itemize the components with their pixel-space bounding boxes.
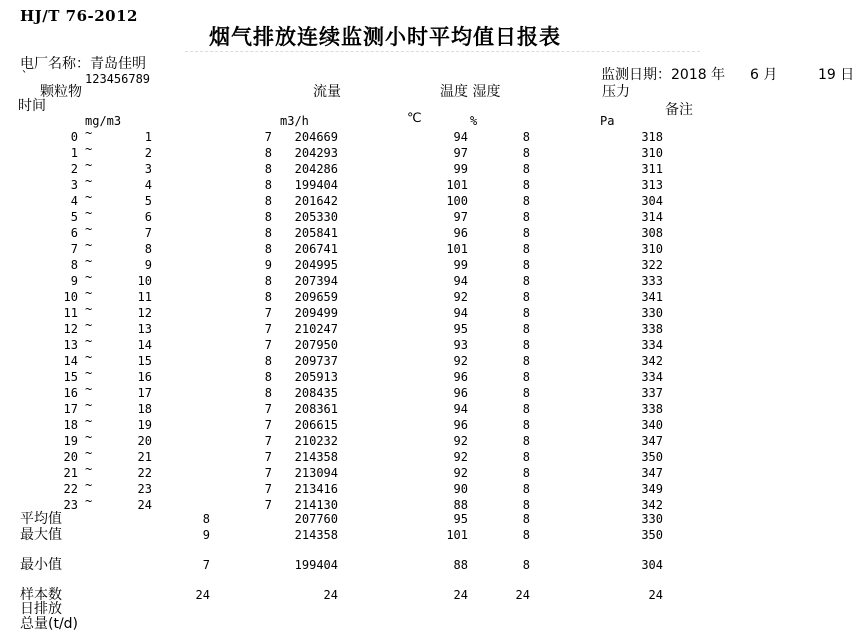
- flow-value: 199404: [294, 178, 338, 192]
- hour-to: 1: [144, 130, 152, 144]
- temp-value: 96: [453, 226, 468, 240]
- table-row: [0, 414, 856, 433]
- tilde-separator: ~: [85, 430, 93, 444]
- pressure-value: 322: [641, 258, 663, 272]
- hour-from: 17: [63, 402, 78, 416]
- pm-value: 9: [202, 528, 210, 542]
- hour-from: 3: [70, 178, 78, 192]
- pressure-value: 24: [648, 588, 663, 602]
- standard-number: HJ/T 76-2012: [20, 7, 138, 25]
- pressure-value: 333: [641, 274, 663, 288]
- pressure-value: 334: [641, 370, 663, 384]
- flow-value: 210247: [294, 322, 338, 336]
- temp-value: 95: [453, 322, 468, 336]
- summary-label: 平均值: [20, 511, 62, 527]
- column-header-flow: 流量: [313, 84, 341, 100]
- flow-value: 209499: [294, 306, 338, 320]
- humidity-value: 8: [522, 162, 530, 176]
- pm-value: 7: [264, 130, 272, 144]
- humidity-value: 8: [522, 146, 530, 160]
- summary-label: 样本数: [20, 587, 62, 603]
- pm-value: 8: [264, 210, 272, 224]
- table-row: [0, 174, 856, 193]
- humidity-value: 8: [522, 130, 530, 144]
- temp-value: 101: [446, 178, 468, 192]
- daily-emission-label: 日排放: [20, 601, 62, 617]
- humidity-value: 8: [522, 482, 530, 496]
- hour-to: 18: [137, 402, 152, 416]
- tilde-separator: ~: [85, 238, 93, 252]
- summary-row: [0, 587, 856, 603]
- temp-value: 88: [453, 558, 468, 572]
- flow-value: 205330: [294, 210, 338, 224]
- table-row: [0, 222, 856, 241]
- table-row: [0, 142, 856, 161]
- hour-from: 19: [63, 434, 78, 448]
- flow-value: 214358: [294, 528, 338, 542]
- table-row: [0, 366, 856, 385]
- pm-value: 8: [264, 290, 272, 304]
- hour-from: 23: [63, 498, 78, 512]
- tilde-separator: ~: [85, 478, 93, 492]
- tilde-separator: ~: [85, 222, 93, 236]
- tilde-separator: ~: [85, 270, 93, 284]
- tilde-separator: ~: [85, 462, 93, 476]
- tilde-separator: ~: [85, 494, 93, 508]
- summary-label: 最小值: [20, 557, 62, 573]
- table-row: [0, 318, 856, 337]
- humidity-value: 8: [522, 354, 530, 368]
- temp-value: 95: [453, 512, 468, 526]
- table-row: [0, 158, 856, 177]
- monitor-date-day: 19 日: [818, 67, 855, 83]
- humidity-value: 8: [522, 338, 530, 352]
- flow-value: 201642: [294, 194, 338, 208]
- scan-artifact-line: [185, 51, 700, 52]
- monitor-date-label: 监测日期：: [601, 67, 671, 83]
- table-row: [0, 430, 856, 449]
- pressure-value: 311: [641, 162, 663, 176]
- pm-value: 9: [264, 258, 272, 272]
- hour-to: 14: [137, 338, 152, 352]
- temp-value: 94: [453, 306, 468, 320]
- report-title: 烟气排放连续监测小时平均值日报表: [209, 25, 561, 49]
- hour-from: 2: [70, 162, 78, 176]
- hour-from: 12: [63, 322, 78, 336]
- pressure-value: 310: [641, 146, 663, 160]
- flow-value: 207394: [294, 274, 338, 288]
- hour-to: 8: [144, 242, 152, 256]
- hour-from: 13: [63, 338, 78, 352]
- humidity-value: 8: [522, 242, 530, 256]
- table-row: [0, 254, 856, 273]
- hour-to: 3: [144, 162, 152, 176]
- plant-code: 123456789: [85, 72, 151, 86]
- hour-to: 24: [137, 498, 152, 512]
- flow-value: 214130: [294, 498, 338, 512]
- unit-temp: ℃: [407, 111, 422, 126]
- humidity-value: 8: [522, 210, 530, 224]
- humidity-value: 8: [522, 274, 530, 288]
- table-row: [0, 334, 856, 353]
- flow-value: 206615: [294, 418, 338, 432]
- pm-value: 8: [264, 354, 272, 368]
- humidity-value: 8: [522, 434, 530, 448]
- tilde-separator: ~: [85, 206, 93, 220]
- unit-pressure: Pa: [600, 114, 615, 128]
- table-row: [0, 398, 856, 417]
- flow-value: 204995: [294, 258, 338, 272]
- tilde-separator: ~: [85, 254, 93, 268]
- tilde-separator: ~: [85, 398, 93, 412]
- column-header-temp-humidity: 温度 湿度: [440, 84, 501, 100]
- unit-humidity: %: [470, 114, 478, 128]
- temp-value: 92: [453, 450, 468, 464]
- pressure-value: 314: [641, 210, 663, 224]
- pm-value: 8: [264, 226, 272, 240]
- hour-to: 5: [144, 194, 152, 208]
- temp-value: 97: [453, 210, 468, 224]
- temp-value: 96: [453, 370, 468, 384]
- hour-to: 9: [144, 258, 152, 272]
- total-emission-label: 总量(t/d): [20, 616, 79, 632]
- humidity-value: 8: [522, 178, 530, 192]
- table-row: [0, 238, 856, 257]
- flow-value: 208361: [294, 402, 338, 416]
- temp-value: 99: [453, 162, 468, 176]
- hour-from: 4: [70, 194, 78, 208]
- temp-value: 97: [453, 146, 468, 160]
- temp-value: 94: [453, 274, 468, 288]
- table-row: [0, 478, 856, 497]
- humidity-value: 8: [522, 450, 530, 464]
- humidity-value: 8: [522, 512, 530, 526]
- pressure-value: 304: [641, 194, 663, 208]
- table-row: [0, 126, 856, 145]
- flow-value: 205913: [294, 370, 338, 384]
- pm-value: 7: [264, 322, 272, 336]
- pressure-value: 318: [641, 130, 663, 144]
- pm-value: 8: [202, 512, 210, 526]
- pm-value: 8: [264, 370, 272, 384]
- hour-from: 22: [63, 482, 78, 496]
- table-row: [0, 302, 856, 321]
- plant-name-label: 电厂名称：: [20, 56, 90, 72]
- hour-to: 19: [137, 418, 152, 432]
- flow-value: 214358: [294, 450, 338, 464]
- hour-from: 15: [63, 370, 78, 384]
- table-row: [0, 382, 856, 401]
- pm-value: 7: [264, 306, 272, 320]
- pm-value: 7: [264, 498, 272, 512]
- pm-value: 8: [264, 242, 272, 256]
- summary-label: 最大值: [20, 527, 62, 543]
- pressure-value: 337: [641, 386, 663, 400]
- monitor-date-month: 6 月: [750, 67, 778, 83]
- tilde-separator: ~: [85, 350, 93, 364]
- hour-to: 11: [137, 290, 152, 304]
- temp-value: 96: [453, 386, 468, 400]
- hour-to: 10: [137, 274, 152, 288]
- column-header-time: 时间: [18, 98, 46, 114]
- pm-value: 7: [264, 418, 272, 432]
- temp-value: 88: [453, 498, 468, 512]
- summary-row: [0, 511, 856, 527]
- tilde-separator: ~: [85, 318, 93, 332]
- temp-value: 101: [446, 242, 468, 256]
- hour-to: 12: [137, 306, 152, 320]
- flow-value: 213094: [294, 466, 338, 480]
- pressure-value: 340: [641, 418, 663, 432]
- temp-value: 93: [453, 338, 468, 352]
- hour-from: 8: [70, 258, 78, 272]
- temp-value: 94: [453, 130, 468, 144]
- humidity-value: 8: [522, 226, 530, 240]
- humidity-value: 8: [522, 370, 530, 384]
- summary-row: [0, 527, 856, 543]
- pm-value: 24: [195, 588, 210, 602]
- hour-to: 17: [137, 386, 152, 400]
- pressure-value: 330: [641, 512, 663, 526]
- hour-to: 2: [144, 146, 152, 160]
- humidity-value: 8: [522, 466, 530, 480]
- temp-value: 92: [453, 466, 468, 480]
- plant-mark: `: [21, 69, 29, 83]
- flow-value: 24: [323, 588, 338, 602]
- hour-to: 4: [144, 178, 152, 192]
- flow-value: 207950: [294, 338, 338, 352]
- pm-value: 7: [264, 482, 272, 496]
- column-header-pm: 颗粒物: [40, 84, 82, 100]
- tilde-separator: ~: [85, 382, 93, 396]
- pm-value: 8: [264, 194, 272, 208]
- humidity-value: 8: [522, 498, 530, 512]
- hour-from: 20: [63, 450, 78, 464]
- pm-value: 7: [264, 450, 272, 464]
- pm-value: 8: [264, 178, 272, 192]
- pressure-value: 334: [641, 338, 663, 352]
- hour-from: 11: [63, 306, 78, 320]
- flow-value: 213416: [294, 482, 338, 496]
- pressure-value: 330: [641, 306, 663, 320]
- hour-to: 7: [144, 226, 152, 240]
- table-row: [0, 286, 856, 305]
- table-row: [0, 446, 856, 465]
- tilde-separator: ~: [85, 142, 93, 156]
- humidity-value: 8: [522, 258, 530, 272]
- pm-value: 8: [264, 146, 272, 160]
- hour-to: 13: [137, 322, 152, 336]
- pm-value: 7: [264, 466, 272, 480]
- unit-pm: mg/m3: [85, 114, 122, 128]
- temp-value: 94: [453, 402, 468, 416]
- flow-value: 208435: [294, 386, 338, 400]
- flow-value: 207760: [294, 512, 338, 526]
- pm-value: 8: [264, 162, 272, 176]
- plant-name-value: 青岛佳明: [90, 56, 146, 72]
- tilde-separator: ~: [85, 302, 93, 316]
- hour-from: 6: [70, 226, 78, 240]
- unit-flow: m3/h: [280, 114, 309, 128]
- humidity-value: 8: [522, 306, 530, 320]
- pressure-value: 338: [641, 322, 663, 336]
- humidity-value: 24: [515, 588, 530, 602]
- flow-value: 210232: [294, 434, 338, 448]
- flow-value: 209737: [294, 354, 338, 368]
- hour-to: 20: [137, 434, 152, 448]
- hour-from: 21: [63, 466, 78, 480]
- hour-to: 16: [137, 370, 152, 384]
- temp-value: 92: [453, 290, 468, 304]
- hour-from: 16: [63, 386, 78, 400]
- table-row: [0, 270, 856, 289]
- pressure-value: 347: [641, 466, 663, 480]
- flow-value: 199404: [294, 558, 338, 572]
- monitor-date-year: 2018 年: [671, 67, 726, 83]
- hour-to: 6: [144, 210, 152, 224]
- pm-value: 7: [264, 338, 272, 352]
- pressure-value: 342: [641, 498, 663, 512]
- hour-from: 1: [70, 146, 78, 160]
- table-row: [0, 190, 856, 209]
- pressure-value: 342: [641, 354, 663, 368]
- humidity-value: 8: [522, 322, 530, 336]
- flow-value: 205841: [294, 226, 338, 240]
- temp-value: 92: [453, 434, 468, 448]
- tilde-separator: ~: [85, 126, 93, 140]
- column-header-pressure: 压力: [602, 84, 630, 100]
- flow-value: 209659: [294, 290, 338, 304]
- pressure-value: 313: [641, 178, 663, 192]
- pm-value: 7: [202, 558, 210, 572]
- hour-to: 15: [137, 354, 152, 368]
- tilde-separator: ~: [85, 190, 93, 204]
- hour-from: 10: [63, 290, 78, 304]
- pm-value: 8: [264, 274, 272, 288]
- tilde-separator: ~: [85, 158, 93, 172]
- tilde-separator: ~: [85, 174, 93, 188]
- hour-from: 0: [70, 130, 78, 144]
- flow-value: 204293: [294, 146, 338, 160]
- temp-value: 99: [453, 258, 468, 272]
- humidity-value: 8: [522, 386, 530, 400]
- flow-value: 204286: [294, 162, 338, 176]
- pm-value: 8: [264, 386, 272, 400]
- table-row: [0, 206, 856, 225]
- temp-value: 101: [446, 528, 468, 542]
- summary-row: [0, 557, 856, 573]
- temp-value: 92: [453, 354, 468, 368]
- humidity-value: 8: [522, 290, 530, 304]
- pm-value: 7: [264, 402, 272, 416]
- tilde-separator: ~: [85, 334, 93, 348]
- hour-to: 22: [137, 466, 152, 480]
- column-header-remark: 备注: [665, 102, 693, 118]
- hour-from: 18: [63, 418, 78, 432]
- plant-name-row: [20, 56, 146, 72]
- humidity-value: 8: [522, 194, 530, 208]
- tilde-separator: ~: [85, 366, 93, 380]
- pressure-value: 338: [641, 402, 663, 416]
- hour-to: 21: [137, 450, 152, 464]
- hour-from: 7: [70, 242, 78, 256]
- table-row: [0, 350, 856, 369]
- temp-value: 96: [453, 418, 468, 432]
- pressure-value: 349: [641, 482, 663, 496]
- humidity-value: 8: [522, 402, 530, 416]
- temp-value: 90: [453, 482, 468, 496]
- pressure-value: 347: [641, 434, 663, 448]
- hour-from: 5: [70, 210, 78, 224]
- temp-value: 24: [453, 588, 468, 602]
- hour-from: 9: [70, 274, 78, 288]
- pressure-value: 308: [641, 226, 663, 240]
- pm-value: 7: [264, 434, 272, 448]
- pressure-value: 310: [641, 242, 663, 256]
- humidity-value: 8: [522, 528, 530, 542]
- pressure-value: 350: [641, 528, 663, 542]
- tilde-separator: ~: [85, 286, 93, 300]
- pressure-value: 304: [641, 558, 663, 572]
- pressure-value: 350: [641, 450, 663, 464]
- tilde-separator: ~: [85, 414, 93, 428]
- hour-to: 23: [137, 482, 152, 496]
- flow-value: 204669: [294, 130, 338, 144]
- flow-value: 206741: [294, 242, 338, 256]
- humidity-value: 8: [522, 418, 530, 432]
- table-row: [0, 462, 856, 481]
- hour-from: 14: [63, 354, 78, 368]
- temp-value: 100: [446, 194, 468, 208]
- pressure-value: 341: [641, 290, 663, 304]
- tilde-separator: ~: [85, 446, 93, 460]
- humidity-value: 8: [522, 558, 530, 572]
